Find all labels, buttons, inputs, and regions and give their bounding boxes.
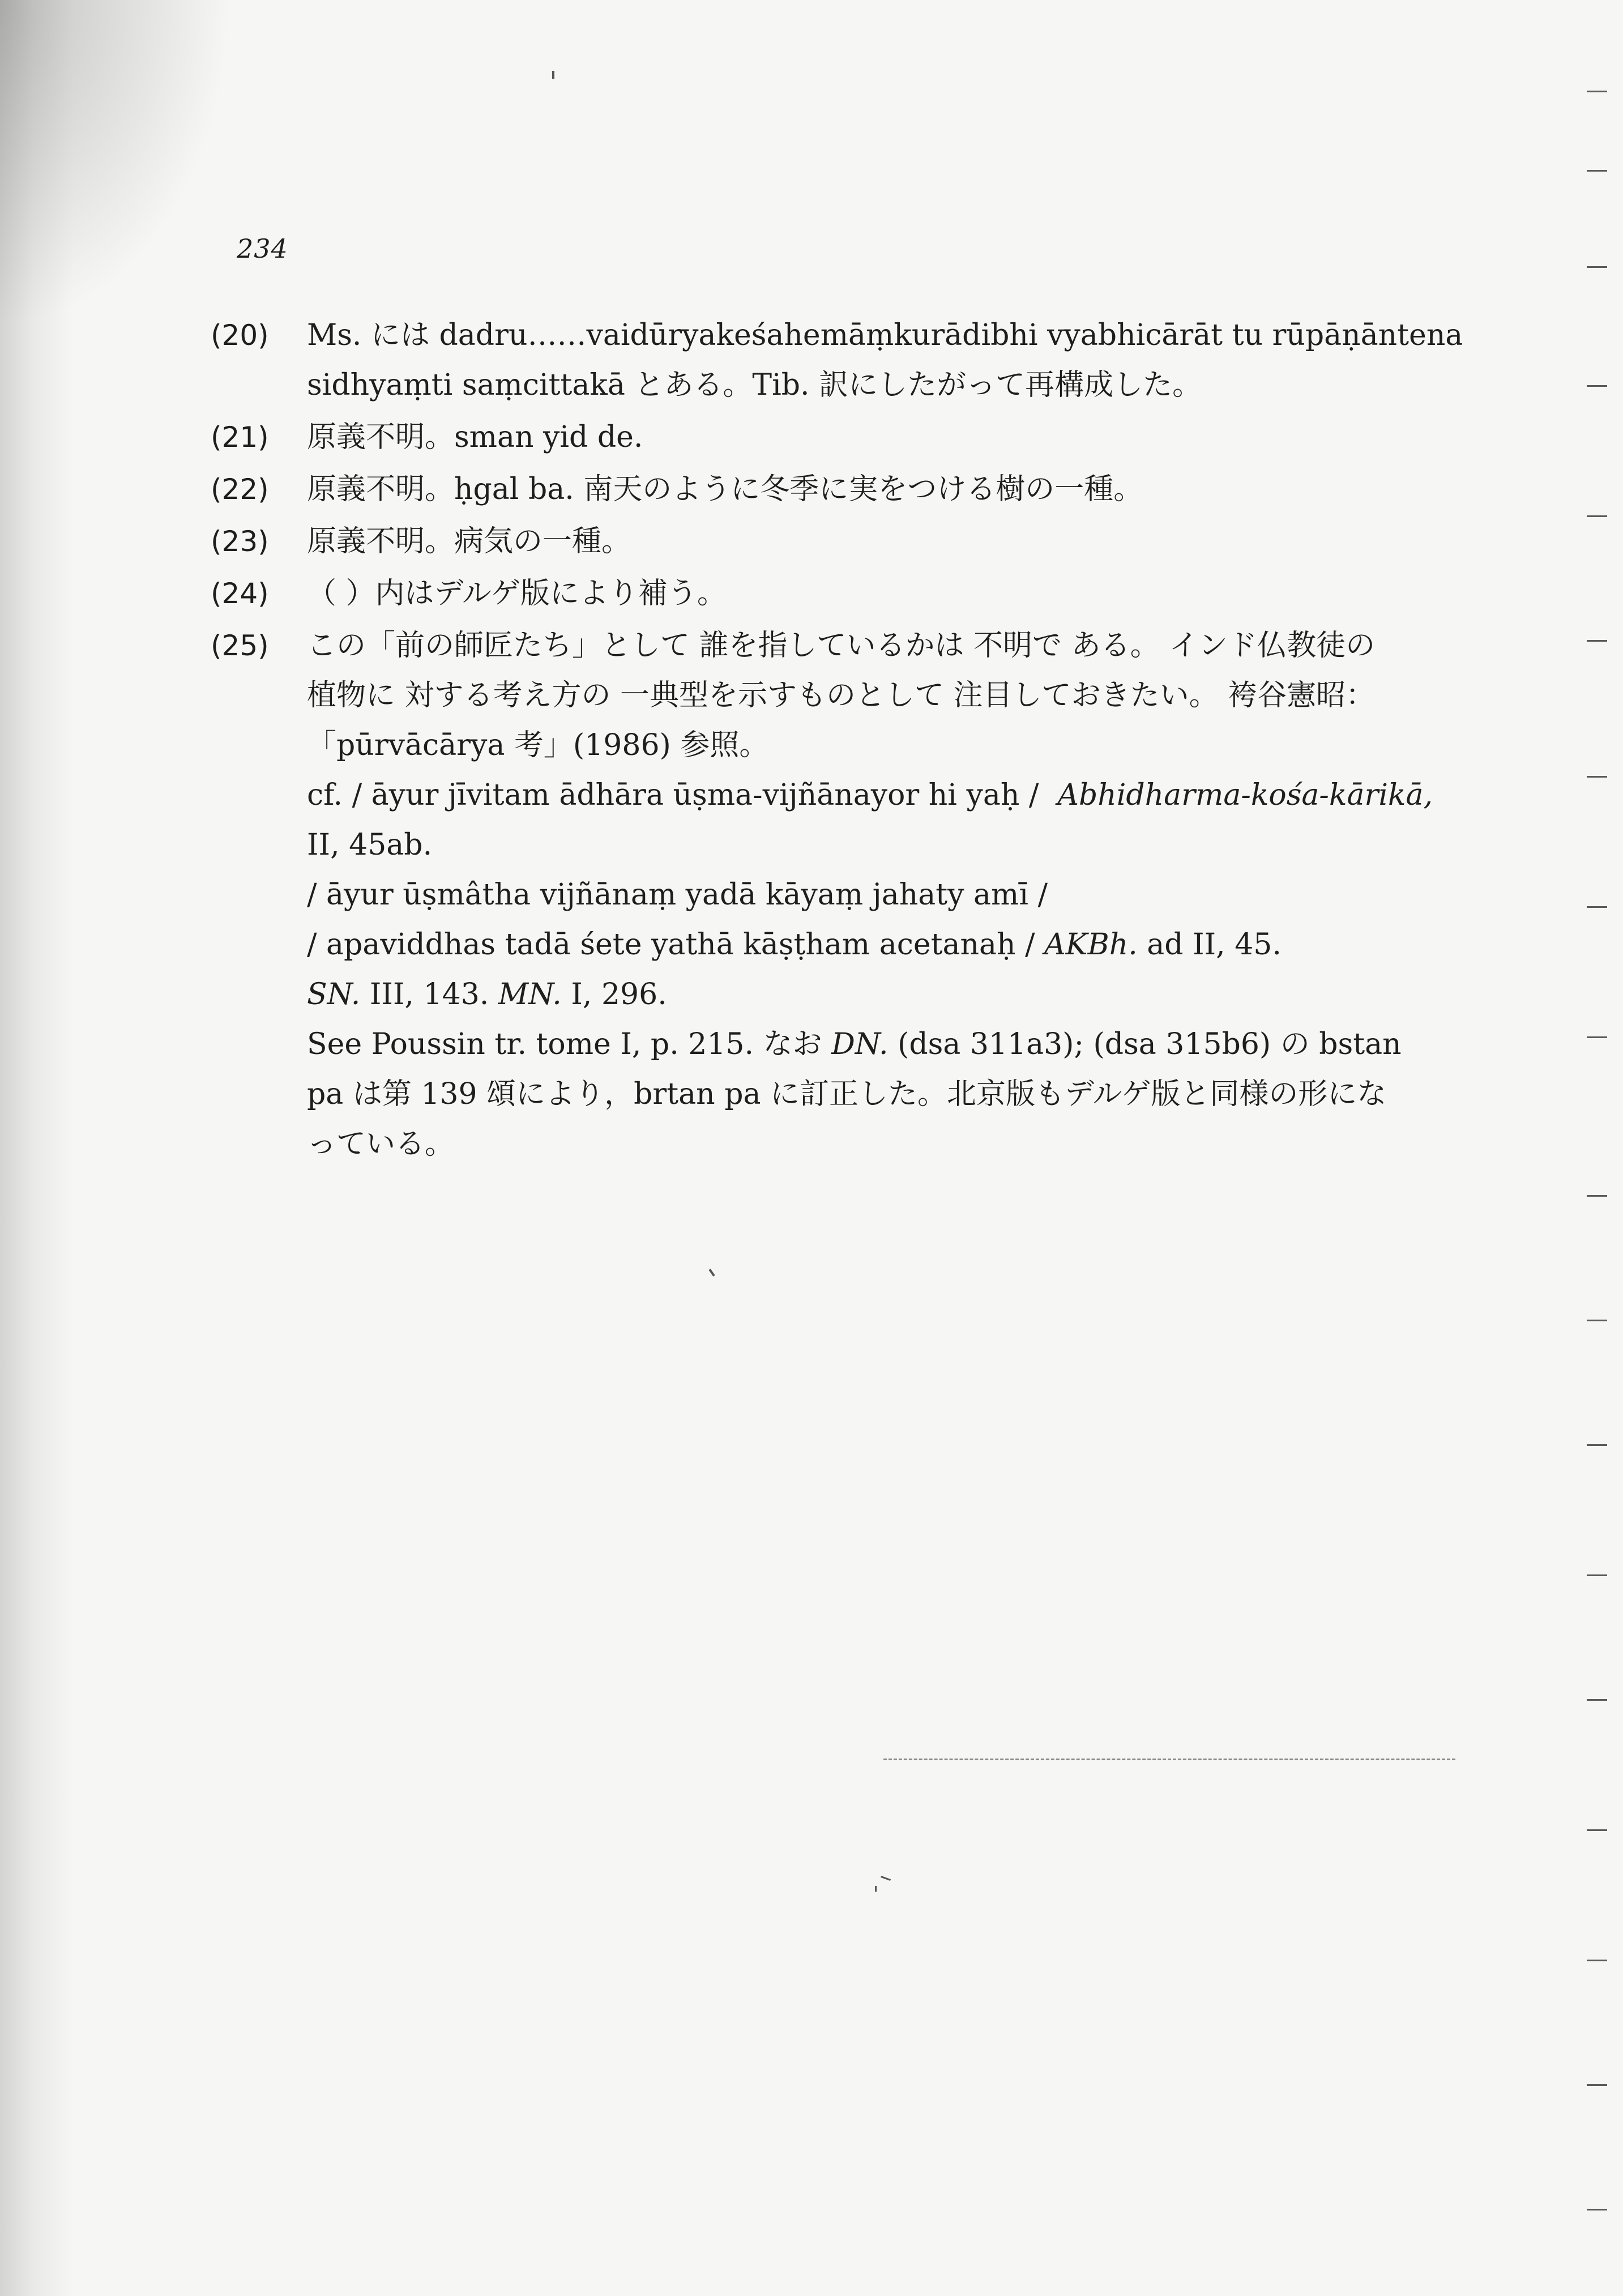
margin-mark (1587, 1574, 1607, 1576)
margin-mark (1587, 2084, 1607, 2086)
verse-line-1: / āyur ūṣmâtha vijñānaṃ yadā kāyaṃ jahaty amī / (307, 878, 1048, 912)
scan-margin-marks (1578, 0, 1623, 2296)
note-number: (24) (211, 577, 269, 610)
note-line: 「pūrvācārya 考」(1986) 参照。 (307, 728, 769, 762)
note-line: 植物に 対する考え方の 一典型を示すものとして 注目しておきたい。 袴谷憲昭： (307, 678, 1376, 712)
see-line-3: っている。 (307, 1127, 455, 1161)
ref-mn-rest: I, 296. (571, 978, 667, 1012)
margin-mark (1587, 906, 1607, 908)
see-line-1 (307, 1019, 1513, 1069)
scan-speck (708, 1269, 715, 1277)
see-text: See Poussin tr. tome I, p. 215. なお (307, 1027, 822, 1061)
see-dn: DN. (831, 1027, 889, 1061)
margin-mark (1587, 1444, 1607, 1446)
margin-mark (1587, 91, 1607, 92)
margin-mark (1587, 515, 1607, 517)
ref-sn: SN. (307, 978, 361, 1012)
page-number: 234 (237, 233, 288, 264)
margin-mark (1587, 1699, 1607, 1701)
note-20 (211, 310, 1513, 410)
ref-mn: MN. (498, 978, 562, 1012)
note-25 (211, 621, 1513, 1169)
margin-mark (1587, 1960, 1607, 1961)
note-line: 原義不明。ḥgal ba. 南天のように冬季に実をつける樹の一種。 (307, 472, 1143, 506)
cf-line (307, 770, 1513, 820)
note-number: (20) (211, 319, 269, 352)
note-line: Ms. には dadru……vaidūryakeśahemāṃkurādibhi vyabhicārāt tu rūpāṇāntena (307, 318, 1463, 352)
cf-text: cf. / āyur jīvitam ādhāra ūṣma-vijñānayor hi yaḥ / (307, 778, 1039, 812)
note-21 (211, 412, 1513, 462)
see-suffix: (dsa 311a3); (dsa 315b6) の bstan (898, 1027, 1402, 1061)
footnotes (211, 310, 1513, 1171)
cf-line-2: II, 45ab. (307, 828, 433, 862)
verse-ref: AKBh. (1044, 928, 1138, 962)
verse-ref-suffix: ad II, 45. (1147, 928, 1282, 962)
margin-mark (1587, 1195, 1607, 1197)
margin-mark (1587, 266, 1607, 268)
note-line: sidhyaṃti saṃcittakā とある。Tib. 訳にしたがって再構成した。 (307, 368, 1202, 402)
margin-mark (1587, 1036, 1607, 1038)
note-23 (211, 517, 1513, 566)
cf-title: Abhidharma-kośa-kārikā, (1057, 778, 1433, 812)
references-line (307, 970, 1513, 1019)
scan-speck (552, 71, 554, 79)
note-line: 原義不明。sman yid de. (307, 420, 643, 454)
note-22 (211, 464, 1513, 514)
margin-mark (1587, 640, 1607, 642)
note-line: この「前の師匠たち」として 誰を指しているかは 不明で ある。 インド仏教徒の (307, 629, 1376, 663)
margin-mark (1587, 385, 1607, 387)
note-number: (25) (211, 629, 269, 662)
note-24 (211, 569, 1513, 618)
scan-artifact-dashed-line (883, 1759, 1455, 1760)
margin-mark (1587, 2209, 1607, 2210)
note-number: (22) (211, 473, 269, 506)
scan-speck (881, 1876, 891, 1881)
ref-sn-rest: III, 143. (369, 978, 489, 1012)
margin-mark (1587, 1320, 1607, 1321)
margin-mark (1587, 776, 1607, 778)
note-number: (23) (211, 525, 269, 558)
scan-speck (875, 1886, 877, 1892)
verse-line-2 (307, 920, 1513, 970)
margin-mark (1587, 170, 1607, 172)
see-line-2: pa は第 139 頌により，brtan pa に訂正した。北京版もデルゲ版と同様の形にな (307, 1077, 1387, 1111)
note-number: (21) (211, 421, 269, 454)
verse-text: / apaviddhas tadā śete yathā kāṣṭham acetanaḥ / (307, 928, 1035, 962)
note-line: （ ）内はデルゲ版により補う。 (307, 577, 727, 611)
margin-mark (1587, 1829, 1607, 1831)
note-line: 原義不明。病気の一種。 (307, 524, 631, 558)
